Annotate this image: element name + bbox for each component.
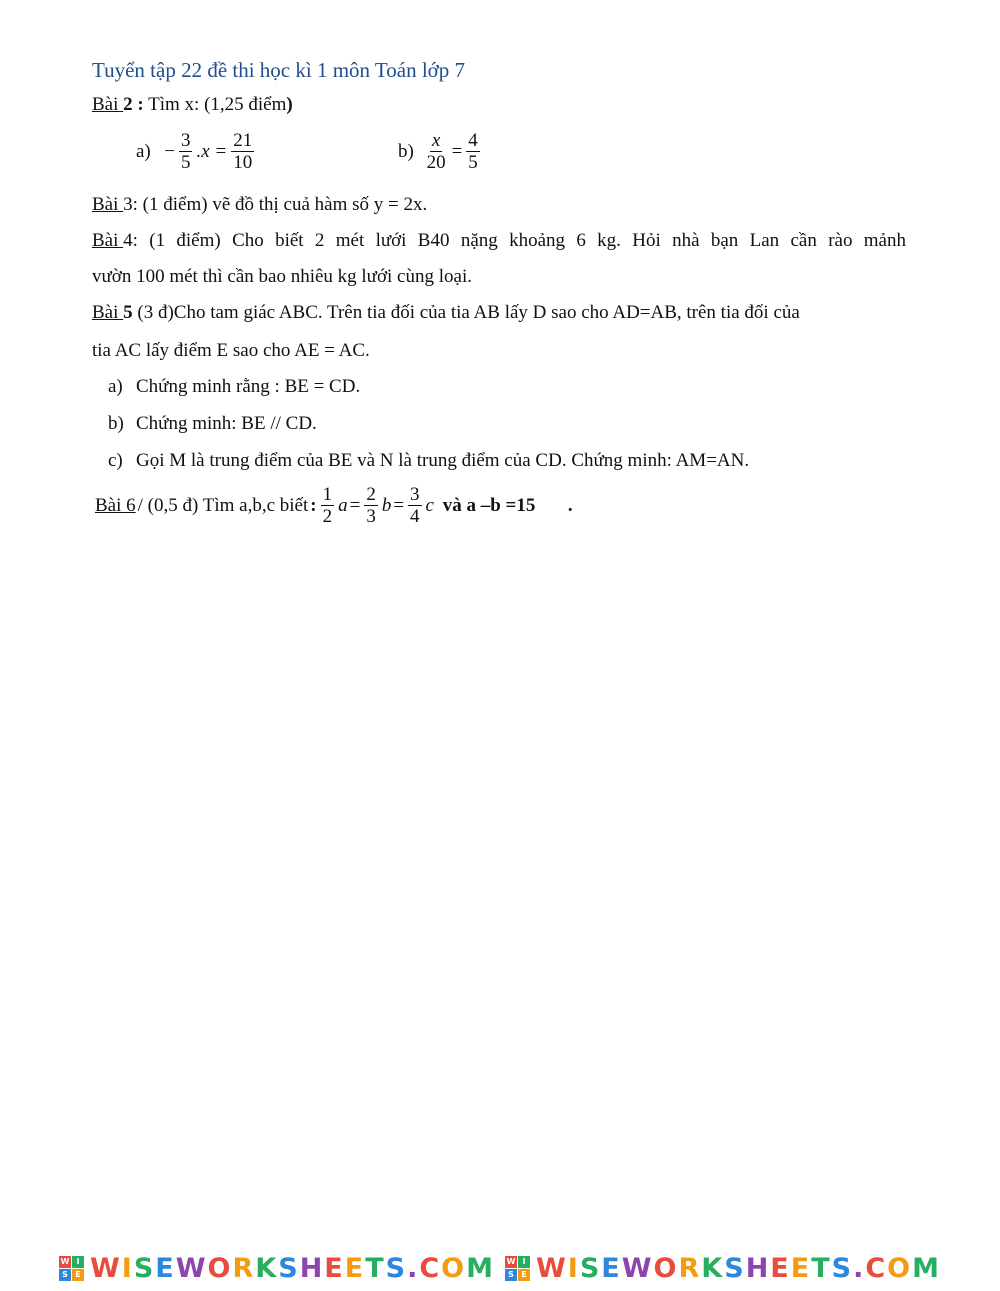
fraction: $\frac{x}{20}$ [426, 130, 446, 173]
wise-logo-icon: W I S E [59, 1256, 84, 1281]
bai2-part-b: b) $\frac{x}{20}$ = $\frac{4}{5}$ [398, 130, 478, 173]
brand-block [59, 1253, 495, 1284]
bai2-heading: Bài 2 : Tìm x: (1,25 điểm) [92, 94, 293, 115]
fraction: $\frac{3}{4}$ [410, 484, 420, 527]
bai2-text: Tìm x: (1,25 điểm [143, 94, 287, 115]
fraction: $\frac{3}{5}$ [180, 130, 191, 173]
fraction: $\frac{2}{3}$ [366, 484, 376, 527]
bai5-line2: tia AC lấy điểm E sao cho AE = AC. [92, 340, 370, 361]
bai3: Bài 3: (1 điểm) vẽ đồ thị cuả hàm số y = 2x. [92, 194, 428, 215]
fraction: $\frac{4}{5}$ [468, 130, 478, 173]
footer-watermark [0, 1248, 1000, 1288]
list-item: a) Chứng minh rằng : BE = CD. [108, 376, 361, 397]
bai5-line1: Bài 5 (3 đ)Cho tam giác ABC. Trên tia đối của tia AB lấy D sao cho AD=AB, trên tia đối của [92, 302, 800, 323]
list-item: b) Chứng minh: BE // CD. [108, 413, 317, 434]
wise-logo-icon: W I S E [505, 1256, 530, 1281]
document-title: Tuyển tập 22 đề thi học kì 1 môn Toán lớp 7 [92, 58, 466, 82]
bai2-part-a: a) − $\frac{3}{5}$ .x = $\frac{21}{10}$ [136, 130, 253, 173]
bai2-number: 2 : [123, 94, 144, 115]
brand-text: WISEWORKSHEETS.COM [90, 1252, 495, 1284]
bai4-line2: vườn 100 mét thì cần bao nhiêu kg lưới cùng loại. [92, 266, 472, 287]
brand-block [505, 1253, 941, 1284]
list-item: c) Gọi M là trung điểm của BE và N là trung điểm của CD. Chứng minh: AM=AN. [108, 450, 750, 471]
bai2-label: Bài [92, 94, 124, 115]
bai4-line1: Bài 4: (1 điểm) Cho biết 2 mét lưới B40 nặng khoảng 6 kg. Hỏi nhà bạn Lan cần rào mảnh [92, 230, 906, 251]
brand-text: WISEWORKSHEETS.COM [536, 1252, 941, 1284]
fraction: $\frac{21}{10}$ [233, 130, 253, 173]
fraction: $\frac{1}{2}$ [322, 484, 333, 527]
bai6: Bài 6 / (0,5 đ) Tìm a,b,c biết : $\frac{1}{2}$ a = $\frac{2}{3}$ b = $\frac{3}{4}$ c và a –b =15 . [95, 484, 573, 527]
